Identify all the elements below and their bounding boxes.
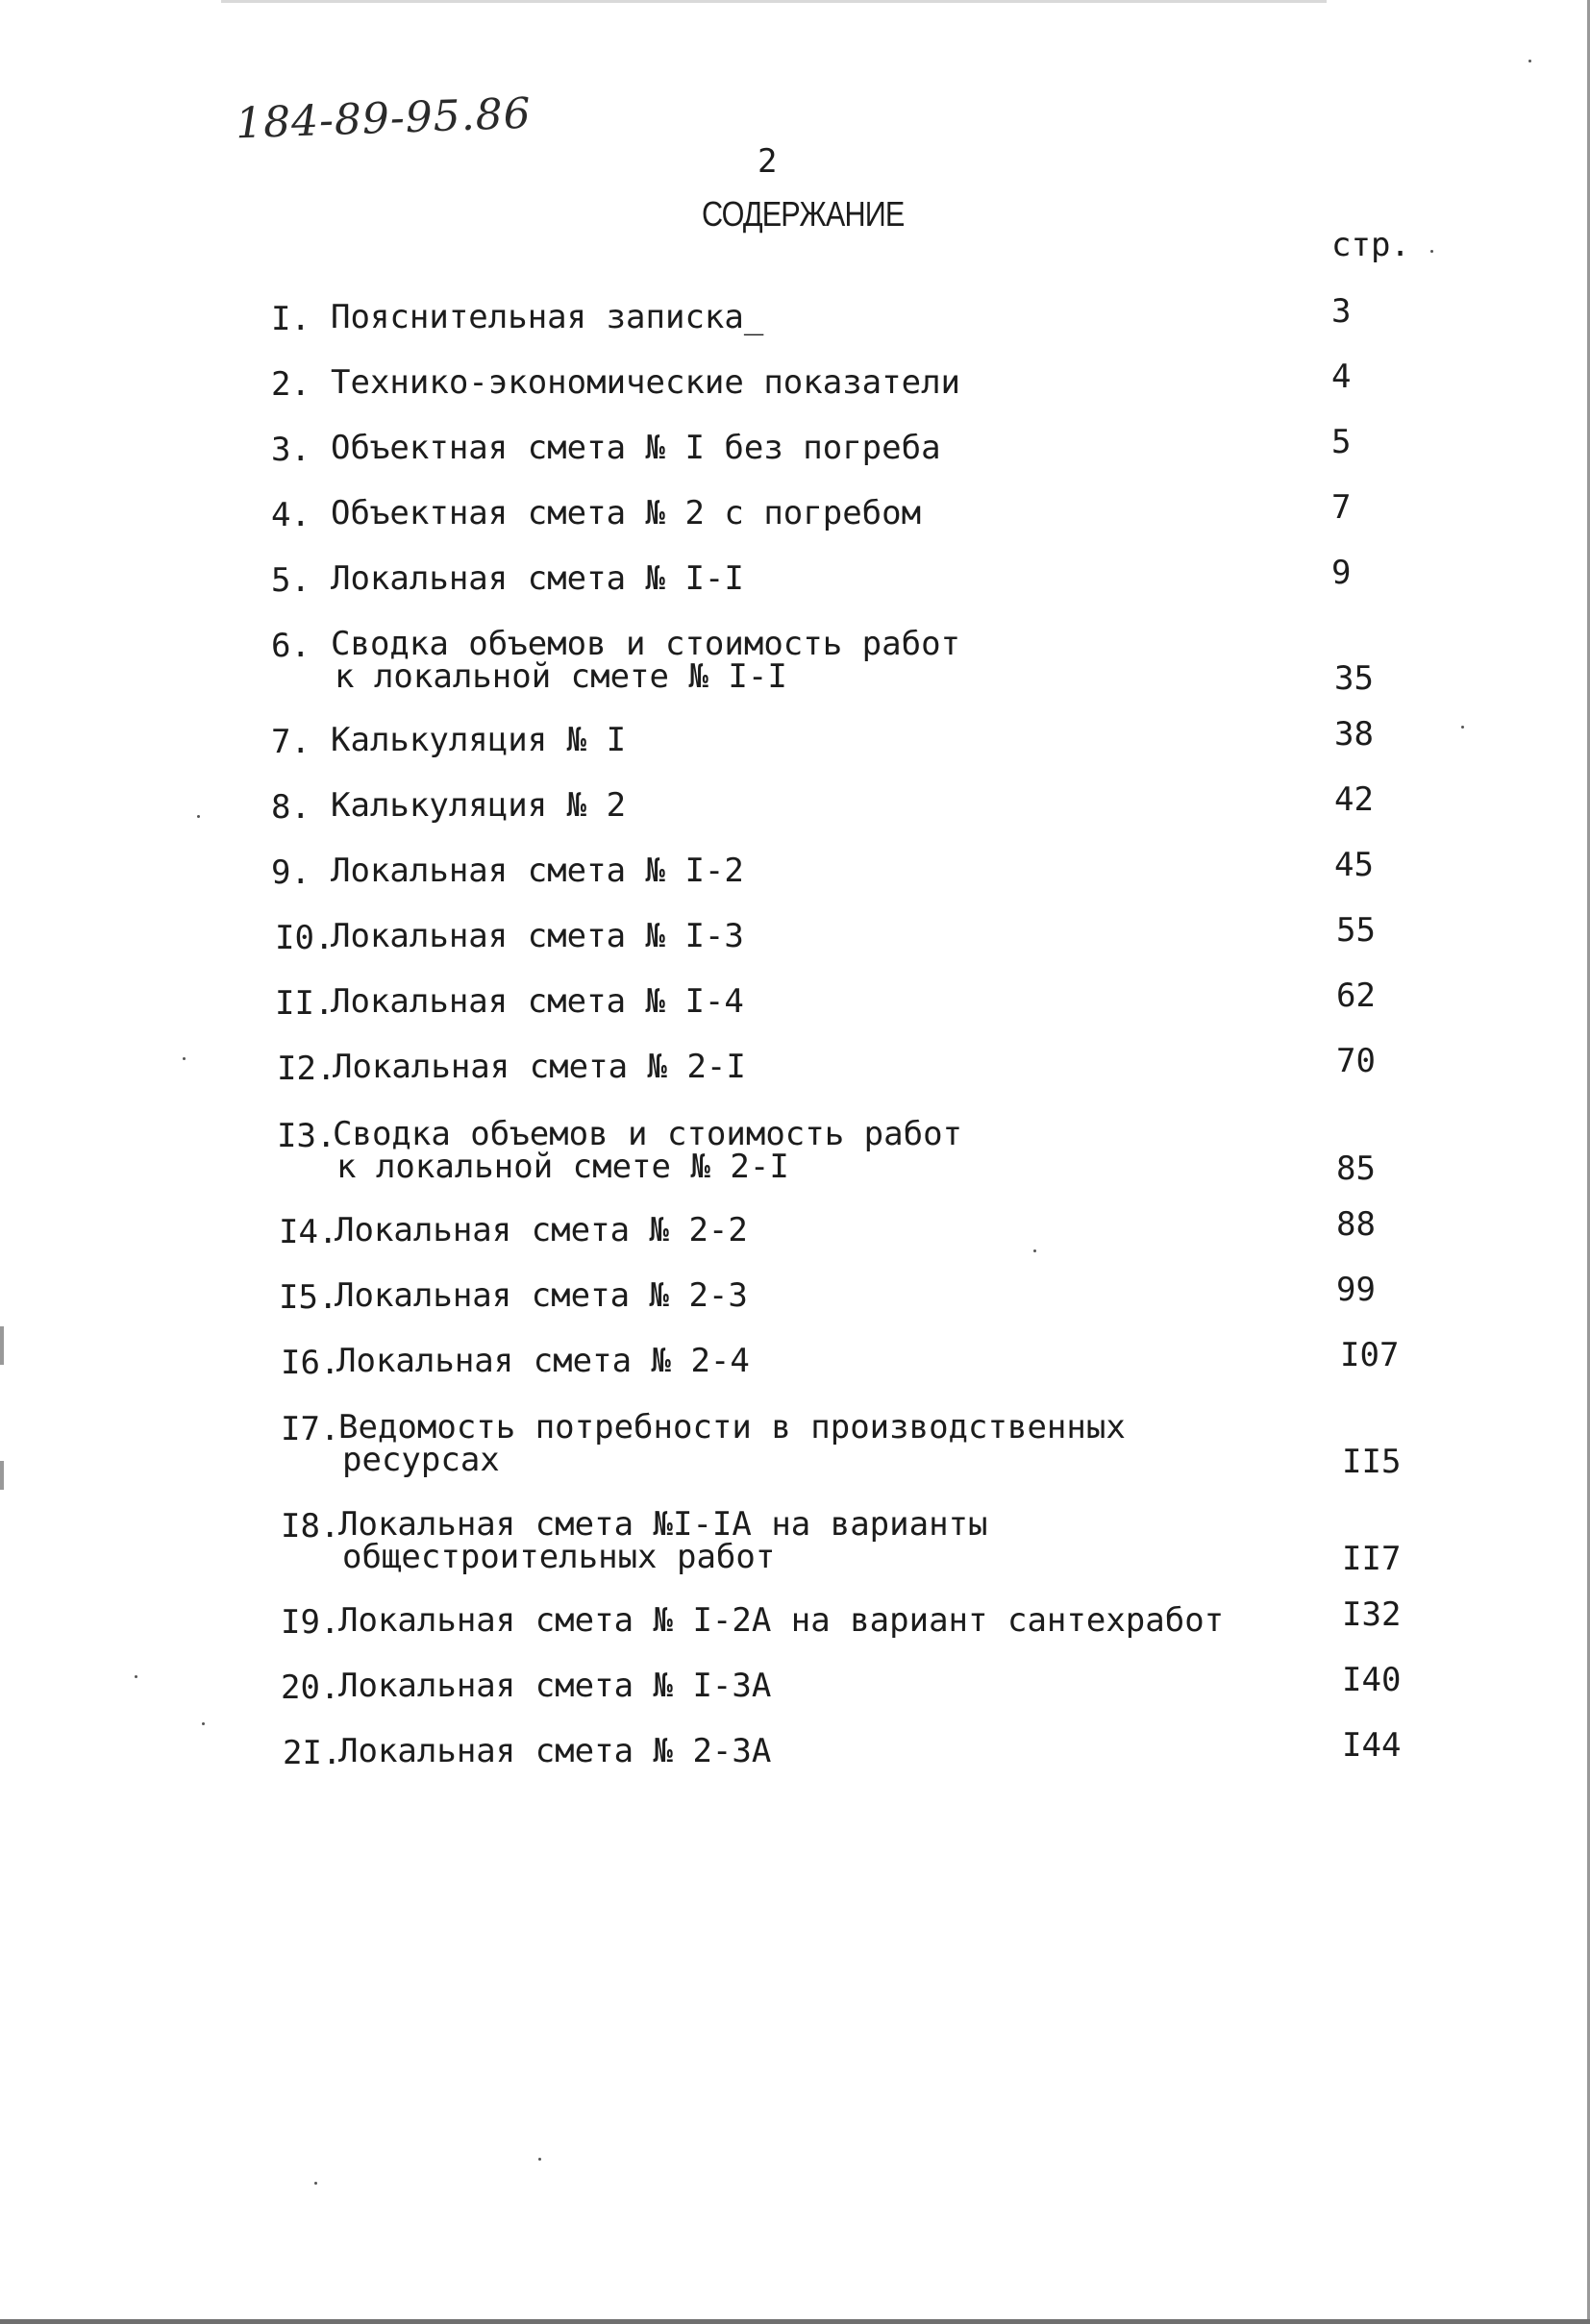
handwritten-document-code: 184-89-95.86 xyxy=(235,88,533,149)
toc-entry-title: Калькуляция № 2 xyxy=(331,786,627,825)
toc-entry-page: 38 xyxy=(1334,715,1374,754)
toc-entry-number: 2I. xyxy=(283,1734,342,1772)
toc-entry-number: I2. xyxy=(277,1050,336,1088)
toc-entry xyxy=(279,1213,1384,1271)
toc-entry xyxy=(281,1344,1386,1401)
toc-entry xyxy=(281,1669,1386,1726)
toc-entry-title: Локальная смета № 2-2 xyxy=(335,1211,748,1249)
toc-entry-title-continuation: ресурсах xyxy=(342,1441,500,1479)
toc-entry xyxy=(279,1278,1384,1336)
toc-entry xyxy=(271,431,1377,488)
toc-entry-number: 2. xyxy=(271,365,311,404)
toc-entry-title: Локальная смета № 2-3 xyxy=(335,1276,748,1315)
toc-entry-title-continuation: общестроительных работ xyxy=(342,1538,776,1576)
toc-entry-page: I44 xyxy=(1342,1726,1402,1765)
toc-entry-title: Локальная смета № 2-I xyxy=(333,1048,746,1086)
toc-entry-page: 45 xyxy=(1334,846,1374,884)
toc-entry-number: I9. xyxy=(281,1603,340,1642)
toc-entry xyxy=(283,1734,1388,1792)
toc-entry xyxy=(275,984,1380,1042)
toc-entry xyxy=(271,788,1377,846)
toc-entry-number: I7. xyxy=(281,1410,340,1448)
toc-entry-number: II. xyxy=(275,984,335,1023)
toc-entry-page: I07 xyxy=(1340,1336,1400,1374)
toc-entry-title: Локальная смета № I-I xyxy=(331,559,744,598)
page-column-header: стр. xyxy=(1331,226,1410,264)
toc-entry-page: 88 xyxy=(1336,1205,1376,1244)
toc-entry-number: 3. xyxy=(271,431,311,469)
toc-entry-number: I. xyxy=(271,300,311,338)
toc-entry-page: 70 xyxy=(1336,1042,1376,1080)
page-title: СОДЕРЖАНИЕ xyxy=(702,194,905,234)
toc-entry xyxy=(281,1603,1386,1661)
toc-entry-number: 20. xyxy=(281,1669,340,1707)
toc-entry-number: 4. xyxy=(271,496,311,534)
toc-entry-title: Локальная смета № I-2 xyxy=(331,852,744,890)
toc-entry xyxy=(277,1050,1382,1107)
toc-entry-title: Локальная смета №I-IA на варианты xyxy=(338,1505,988,1544)
toc-entry-title: Локальная смета № 2-3A xyxy=(338,1732,772,1770)
toc-entry-page: 4 xyxy=(1331,358,1352,396)
page-number: 2 xyxy=(758,142,778,181)
toc-entry xyxy=(275,919,1380,977)
toc-entry-number: I5. xyxy=(279,1278,338,1317)
toc-entry-page: 62 xyxy=(1336,977,1376,1015)
toc-entry-page: 3 xyxy=(1331,292,1352,331)
toc-entry xyxy=(271,853,1377,911)
toc-entry-page: 85 xyxy=(1336,1150,1376,1188)
toc-entry-number: 8. xyxy=(271,788,311,827)
toc-entry-number: 7. xyxy=(271,723,311,761)
toc-entry-page: 9 xyxy=(1331,554,1352,592)
toc-entry-title: Технико-экономические показатели xyxy=(331,363,961,402)
toc-entry-number: 9. xyxy=(271,853,311,892)
toc-entry xyxy=(271,625,1377,696)
toc-entry xyxy=(277,1115,1382,1186)
toc-entry xyxy=(271,561,1377,619)
toc-entry-page: II7 xyxy=(1342,1540,1402,1578)
toc-entry-page: 55 xyxy=(1336,911,1376,950)
toc-entry-number: I4. xyxy=(279,1213,338,1251)
toc-entry-title-continuation: к локальной смете № 2-I xyxy=(336,1148,789,1186)
toc-entry-number: I8. xyxy=(281,1507,340,1545)
toc-entry-number: I3. xyxy=(277,1117,336,1155)
toc-entry-page: 99 xyxy=(1336,1271,1376,1309)
toc-entry xyxy=(271,723,1377,780)
toc-entry-page: 5 xyxy=(1331,423,1352,461)
toc-entry xyxy=(271,300,1377,358)
toc-entry xyxy=(271,365,1377,423)
toc-entry-page: I40 xyxy=(1342,1661,1402,1699)
toc-entry-title: Объектная смета № I без погреба xyxy=(331,429,941,467)
toc-entry-title: Локальная смета № I-3A xyxy=(338,1667,772,1705)
toc-entry-page: II5 xyxy=(1342,1443,1402,1481)
toc-entry-number: I6. xyxy=(281,1344,340,1382)
toc-entry-title: Локальная смета № I-4 xyxy=(331,982,744,1021)
toc-entry-title: Объектная смета № 2 с погребом xyxy=(331,494,922,532)
toc-entry-title: Ведомость потребности в производственных xyxy=(338,1408,1126,1446)
toc-entry-title: Пояснительная записка_ xyxy=(331,298,764,336)
toc-entry-page: 7 xyxy=(1331,488,1352,527)
toc-entry-page: 35 xyxy=(1334,659,1374,698)
toc-entry-title: Сводка объемов и стоимость работ xyxy=(333,1115,963,1153)
toc-entry-page: 42 xyxy=(1334,780,1374,819)
toc-entry-number: 6. xyxy=(271,627,311,665)
toc-entry xyxy=(271,496,1377,554)
toc-entry-number: 5. xyxy=(271,561,311,600)
toc-entry-number: I0. xyxy=(275,919,335,957)
toc-entry-title: Сводка объемов и стоимость работ xyxy=(331,625,961,663)
toc-entry-title: Локальная смета № I-3 xyxy=(331,917,744,955)
toc-entry-title-continuation: к локальной смете № I-I xyxy=(335,657,787,696)
toc-entry-title: Калькуляция № I xyxy=(331,721,627,759)
toc-entry-title: Локальная смета № I-2A на вариант сантехработ xyxy=(338,1601,1225,1640)
toc-entry-title: Локальная смета № 2-4 xyxy=(336,1342,750,1380)
toc-entry-page: I32 xyxy=(1342,1595,1402,1634)
